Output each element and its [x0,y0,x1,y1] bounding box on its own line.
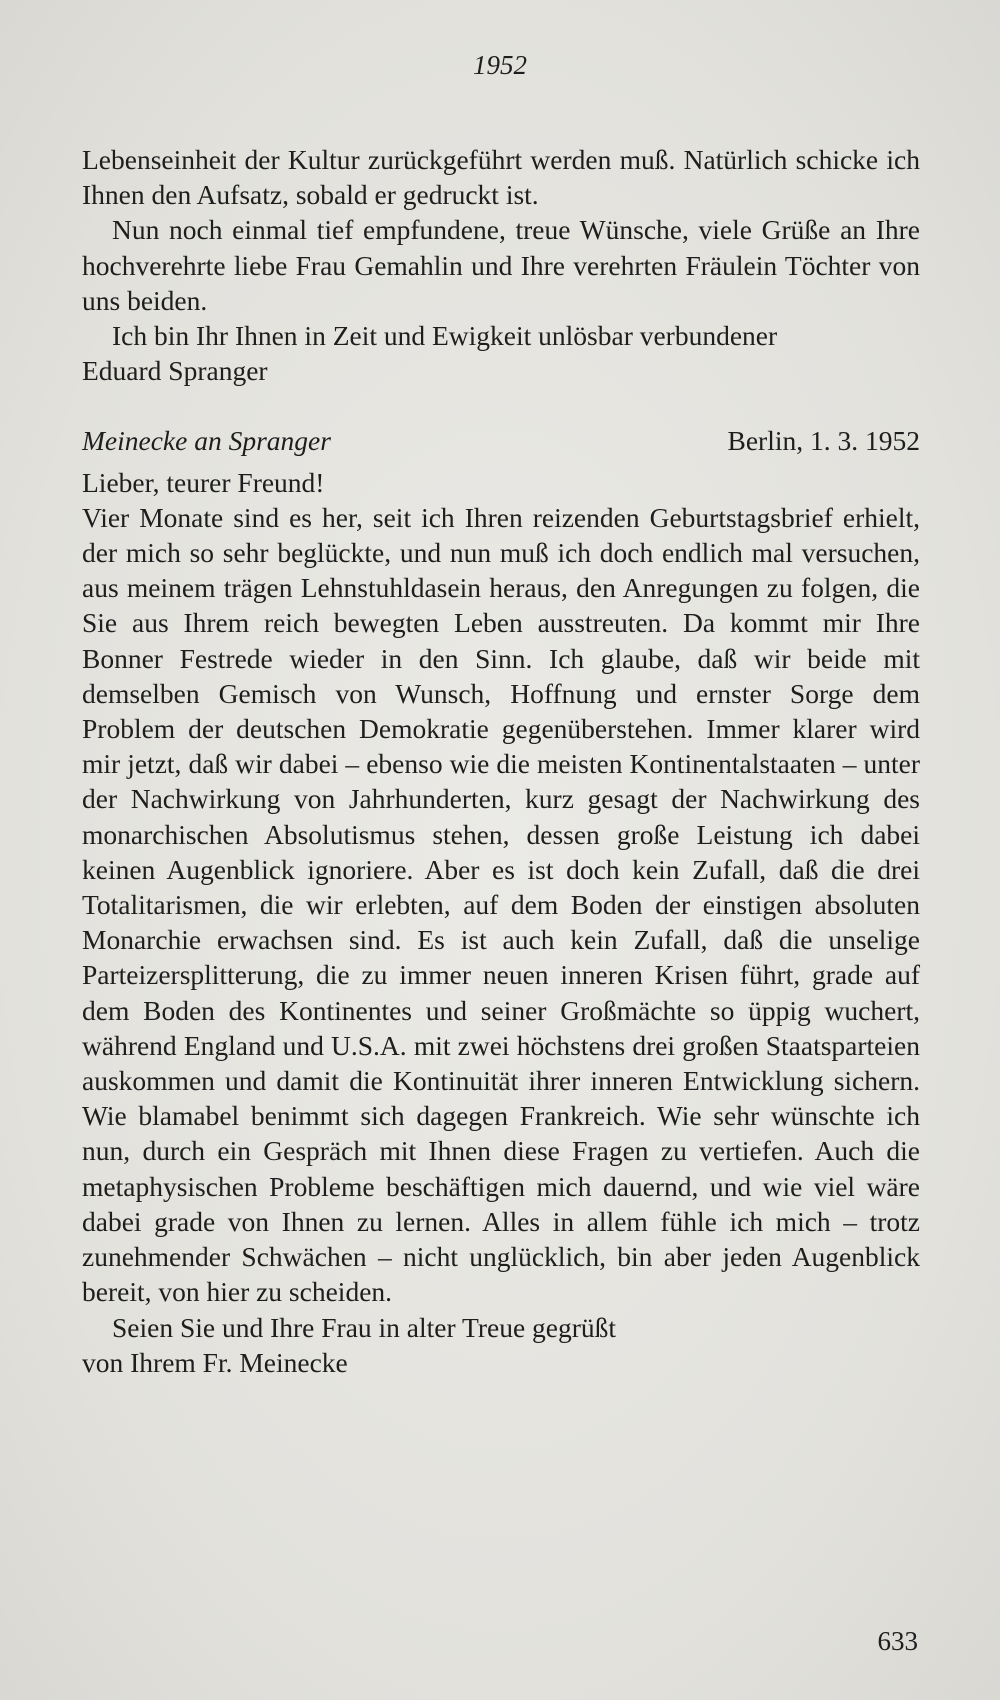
place-date: Berlin, 1. 3. 1952 [727,425,920,457]
letter-heading [82,423,920,458]
paragraph: Ich bin Ihr Ihnen in Zeit und Ewigkeit unlösbar verbundener [112,320,778,352]
signature-spranger: Eduard Spranger [82,355,268,387]
salutation: Lieber, teurer Freund! [82,466,325,498]
letter-title: Meinecke an Spranger [82,425,331,457]
page-number: 633 [877,1626,918,1656]
paragraph: Lebenseinheit der Kultur zurückgeführt werden muß. Natürlich schicke ich Ihnen den Aufsatz, sobald er gedruckt ist. [82,144,920,211]
running-head: 1952 [473,50,527,80]
closing: Seien Sie und Ihre Frau in alter Treue gegrüßt [112,1311,617,1343]
page-text [82,142,920,1380]
signature-meinecke: von Ihrem Fr. Meinecke [82,1346,348,1378]
letter-body: Vier Monate sind es her, seit ich Ihren reizenden Geburtstagsbrief erhielt, der mich so sehr beglückte, und nun muß ich doch endlich mal versuchen, aus meinem trägen Lehnstuhldasein heraus, den Anregungen zu folgen, die Sie aus Ihrem reich bewegten Leben ausstreuten. Da kommt mir Ihre Bonner Festrede wieder in den Sinn. Ich glaube, daß wir beide mit demselben Gemisch von Wunsch, Hoffnung und ernster Sorge dem Problem der deutschen Demokratie gegenüberstehen. Immer klarer wird mir jetzt, daß wir dabei – ebenso wie die meisten Kontinentalstaaten – unter der Nachwirkung von Jahrhunderten, kurz gesagt der Nachwirkung des monarchischen Absolutismus stehen, dessen große Leistung ich dabei keinen Augenblick ignoriere. Aber es ist doch kein Zufall, daß die drei Totalitarismen, die wir erlebten, auf dem Boden der einstigen absoluten Monarchie erwachsen sind. Es ist auch kein Zufall, daß die unselige Parteizersplitterung, die zu immer neuen inneren Krisen führt, grade auf dem Boden des Kontinentes und seiner Großmächte so üppig wuchert, während England und U.S.A. mit zwei höchstens drei großen Staatsparteien auskommen und damit die Kontinuität ihrer inneren Entwicklung sichern. Wie blamabel benimmt sich dagegen Frankreich. Wie sehr wünschte ich nun, durch ein Gespräch mit Ihnen diese Fragen zu vertiefen. Auch die metaphysischen Probleme beschäftigen mich dauernd, und wie viel wäre dabei grade von Ihnen zu lernen. Alles in allem fühle ich mich – trotz zunehmender Schwächen – nicht unglücklich, bin aber jeden Augenblick bereit, von hier zu scheiden. [82,501,920,1308]
paragraph: Nun noch einmal tief empfundene, treue Wünsche, viele Grüße an Ihre hochverehrte liebe Frau Gemahlin und Ihre verehrten Fräulein Töchter von uns beiden. [82,214,920,316]
